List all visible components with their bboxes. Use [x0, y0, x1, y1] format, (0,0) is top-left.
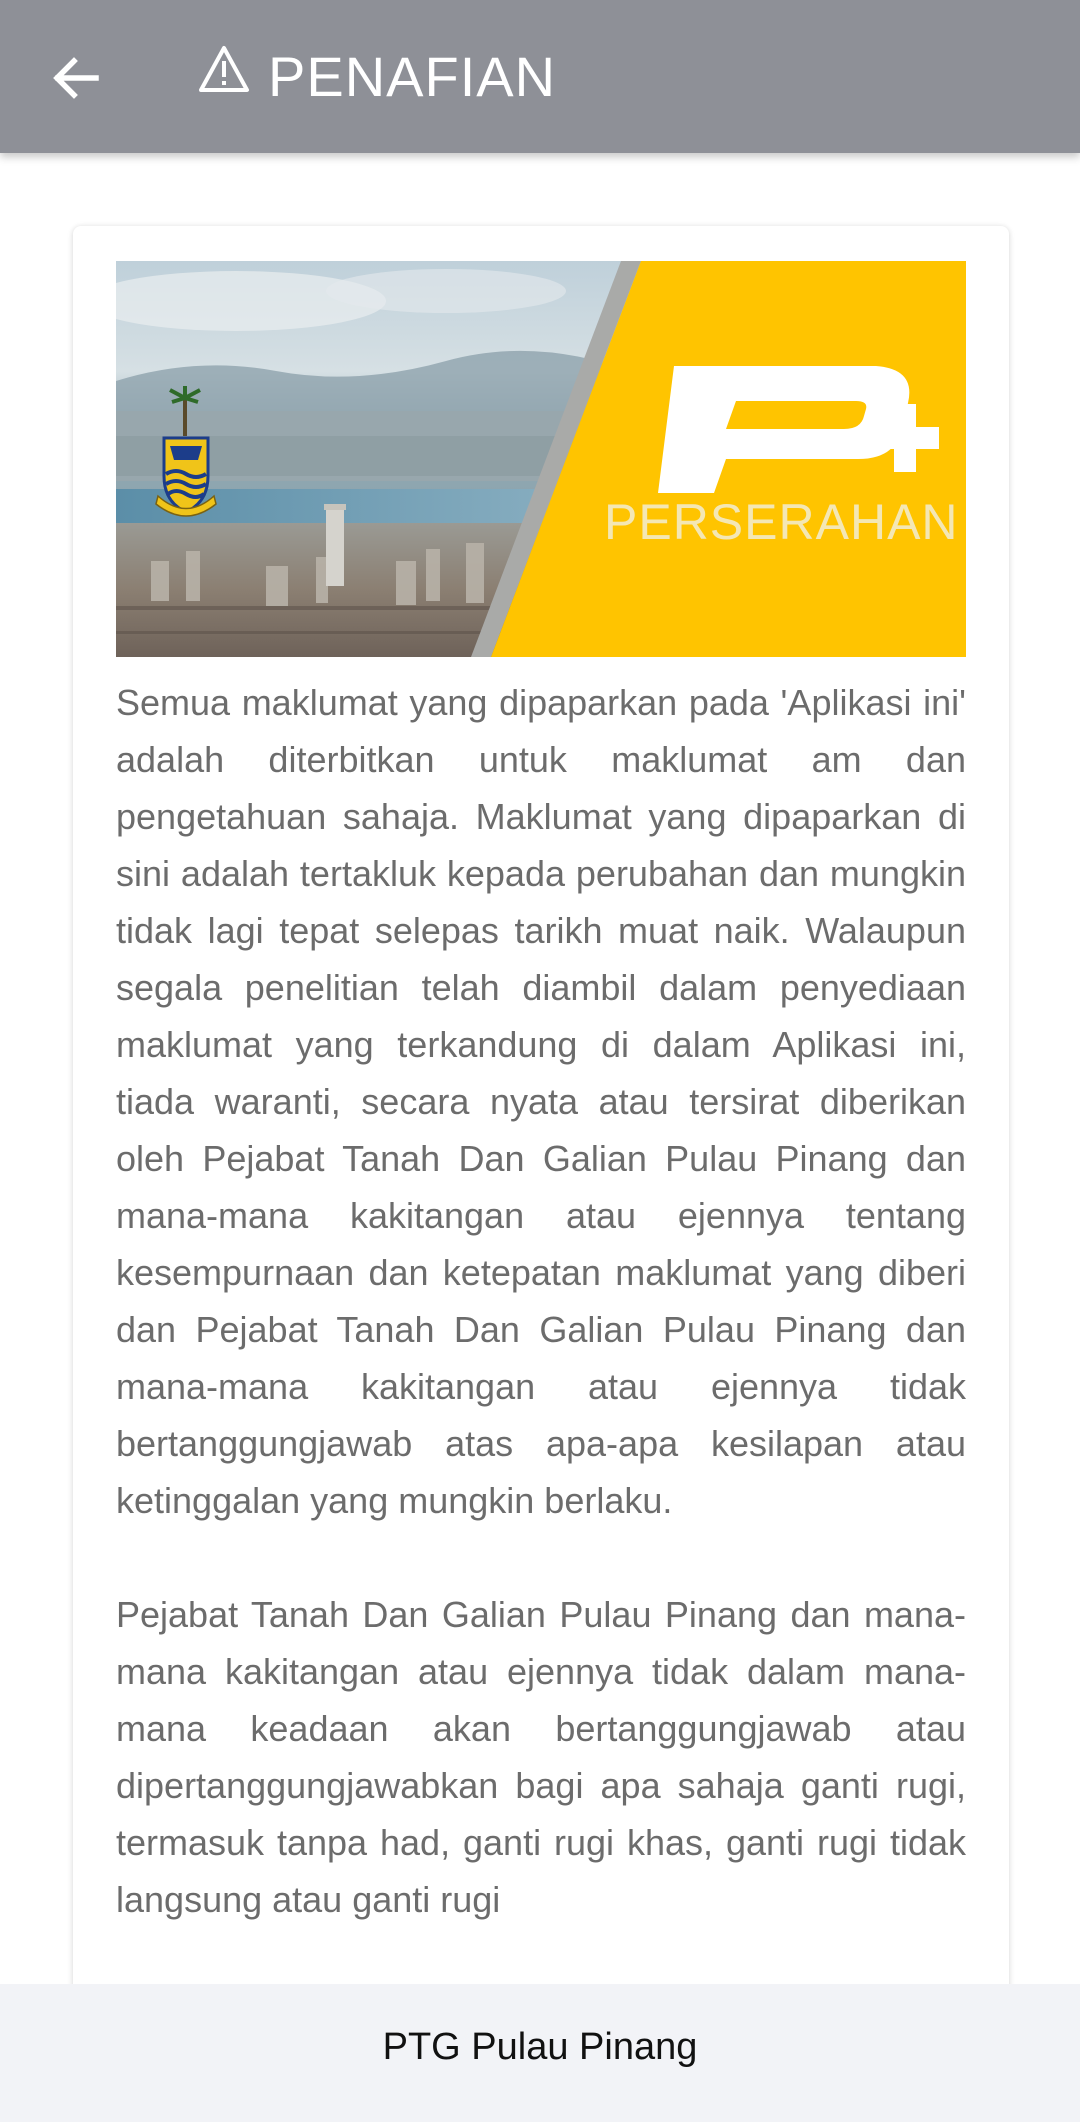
- back-button[interactable]: [38, 40, 114, 116]
- disclaimer-text: [116, 674, 966, 1985]
- footer-label: PTG Pulau Pinang: [382, 2025, 698, 2068]
- disclaimer-card: [73, 226, 1009, 2122]
- footer-bar: [0, 1984, 1080, 2122]
- app-bar: [0, 0, 1080, 153]
- banner-graphic: [116, 261, 966, 657]
- page-title: PENAFIAN: [268, 45, 557, 108]
- arrow-left-icon: [50, 52, 102, 104]
- disclaimer-paragraph-1: Semua maklumat yang dipaparkan pada 'Aplikasi ini' adalah diterbitkan untuk maklumat am dan pengetahuan sahaja. Maklumat yang dipaparkan di sini adalah tertakluk kepada perubahan dan mungkin tidak lagi tepat selepas tarikh muat naik. Walaupun segala penelitian telah diambil dalam penyediaan maklumat yang terkandung di dalam Aplikasi ini, tiada waranti, secara nyata atau tersirat diberikan oleh Pejabat Tanah Dan Galian Pulau Pinang dan mana-mana kakitangan atau ejennya tentang kesempurnaan dan ketepatan maklumat yang diberi dan Pejabat Tanah Dan Galian Pulau Pinang dan mana-mana kakitangan atau ejennya tidak bertanggungjawab atas apa-apa kesilapan atau ketinggalan yang mungkin berlaku.: [116, 682, 966, 1521]
- banner-image: [116, 261, 966, 657]
- banner-caption: PERSERAHAN: [604, 494, 959, 550]
- warning-triangle-icon: [198, 44, 250, 94]
- disclaimer-paragraph-2: Pejabat Tanah Dan Galian Pulau Pinang dan mana-mana kakitangan atau ejennya tidak dalam mana-mana keadaan akan bertanggungjawab atau dipertanggungjawabkan bagi apa sahaja ganti rugi, termasuk tanpa had, ganti rugi khas, ganti rugi tidak langsung atau ganti rugi: [116, 1594, 966, 1920]
